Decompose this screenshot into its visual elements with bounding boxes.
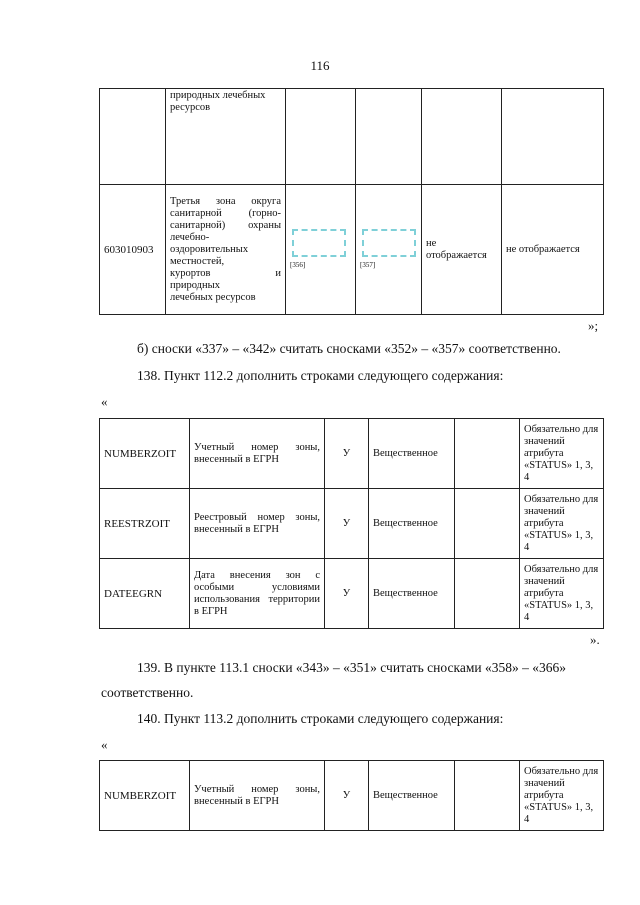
image-placeholder-icon — [292, 229, 346, 257]
image-placeholder-cell — [356, 185, 422, 315]
description-line: природных — [170, 279, 220, 291]
closing-quote: ». — [590, 632, 600, 647]
table-cell — [356, 89, 422, 185]
closing-quote: »; — [588, 318, 599, 333]
description-line: местностей, — [170, 255, 225, 267]
table-cell — [422, 89, 502, 185]
attribute-flag-cell: У — [325, 419, 369, 489]
attribute-description-cell: Учетный номер зоны, внесенный в ЕГРН — [190, 761, 325, 831]
zone-description-cell: природных лечебных ресурсов — [166, 89, 286, 185]
opening-quote: « — [101, 394, 108, 409]
attribute-code-cell: NUMBERZOIT — [100, 419, 190, 489]
attribute-code-cell: DATEEGRN — [100, 559, 190, 629]
attribute-table-2 — [99, 760, 604, 831]
attribute-note-cell: Обязательно для значений атрибута «STATUS» 1, 3, 4 — [520, 489, 604, 559]
attribute-flag-cell: У — [325, 761, 369, 831]
paragraph-138: 138. Пункт 112.2 дополнить строками следующего содержания: — [137, 368, 504, 383]
page-number: 116 — [310, 58, 330, 73]
table-row — [100, 489, 604, 559]
zone-code-cell: 603010903 — [100, 185, 166, 315]
table-cell — [455, 559, 520, 629]
zone-table — [99, 88, 604, 315]
table-row — [100, 761, 604, 831]
paragraph-139: 139. В пункте 113.1 сноски «343» – «351» считать сносками «358» – «366» — [137, 660, 566, 675]
description-line: санитарной) охраны — [170, 219, 281, 231]
attribute-type-cell: Вещественное — [369, 559, 455, 629]
zone-code-cell — [100, 89, 166, 185]
paragraph-139-continued: соответственно. — [101, 685, 194, 700]
attribute-type-cell: Вещественное — [369, 419, 455, 489]
paragraph-140: 140. Пункт 113.2 дополнить строками следующего содержания: — [137, 711, 504, 726]
attribute-note-cell: Обязательно для значений атрибута «STATUS» 1, 3, 4 — [520, 761, 604, 831]
paragraph-b: б) сноски «337» – «342» считать сносками «352» – «357» соответственно. — [137, 341, 561, 356]
attribute-type-cell: Вещественное — [369, 761, 455, 831]
attribute-note-cell: Обязательно для значений атрибута «STATUS» 1, 3, 4 — [520, 559, 604, 629]
attribute-table — [99, 418, 604, 629]
footnote-reference: [356] — [290, 260, 306, 269]
table-cell — [502, 89, 604, 185]
attribute-code-cell: REESTRZOIT — [100, 489, 190, 559]
description-line: санитарной (горно- — [170, 207, 281, 219]
table-cell — [455, 419, 520, 489]
zone-description-cell — [166, 185, 286, 315]
opening-quote: « — [101, 737, 108, 752]
attribute-description-cell: Учетный номер зоны, внесенный в ЕГРН — [190, 419, 325, 489]
footnote-reference: [357] — [360, 260, 376, 269]
table-row — [100, 89, 604, 185]
image-placeholder-cell — [286, 185, 356, 315]
description-line: лечебно- — [170, 231, 210, 243]
attribute-code-cell: NUMBERZOIT — [100, 761, 190, 831]
description-line: курортов и — [170, 267, 281, 279]
table-row — [100, 185, 604, 315]
attribute-description-cell: Дата внесения зон с особыми условиями использования территории в ЕГРН — [190, 559, 325, 629]
table-cell — [455, 489, 520, 559]
table-row — [100, 559, 604, 629]
display-cell: не отображается — [422, 185, 502, 315]
display-cell: не отображается — [502, 185, 604, 315]
description-line: оздоровительных — [170, 243, 249, 255]
attribute-flag-cell: У — [325, 489, 369, 559]
attribute-description-cell: Реестровый номер зоны, внесенный в ЕГРН — [190, 489, 325, 559]
table-cell — [286, 89, 356, 185]
table-row — [100, 419, 604, 489]
attribute-flag-cell: У — [325, 559, 369, 629]
image-placeholder-icon — [362, 229, 416, 257]
attribute-note-cell: Обязательно для значений атрибута «STATUS» 1, 3, 4 — [520, 419, 604, 489]
attribute-type-cell: Вещественное — [369, 489, 455, 559]
table-cell — [455, 761, 520, 831]
description-line: Третья зона округа — [170, 195, 281, 207]
description-line: лечебных ресурсов — [170, 291, 256, 303]
